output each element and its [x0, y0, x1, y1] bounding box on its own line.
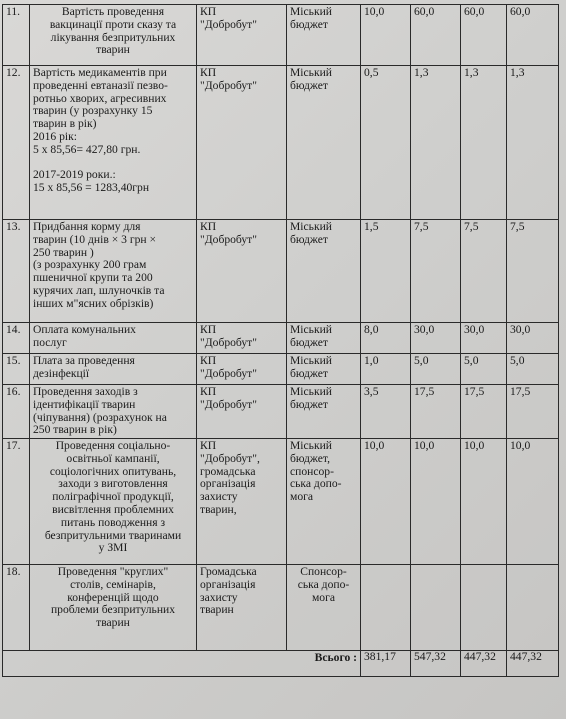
- amount-2018: 10,0: [461, 439, 507, 565]
- executor: КП "Добробут": [197, 66, 287, 220]
- total-2017: 547,32: [411, 651, 461, 677]
- measure-name: Проведення "круглих" столів, семінарів, конференцій щодо проблеми безпритульних тварин: [30, 565, 197, 651]
- amount-2016: 8,0: [361, 323, 411, 354]
- executor: КП "Добробут": [197, 220, 287, 323]
- row-number: 14.: [3, 323, 30, 354]
- row-number: 17.: [3, 439, 30, 565]
- amount-2016: 10,0: [361, 5, 411, 66]
- row-number: 16.: [3, 385, 30, 439]
- funding-source: Міський бюджет: [287, 5, 361, 66]
- amount-2017: 5,0: [411, 354, 461, 385]
- amount-2018: 1,3: [461, 66, 507, 220]
- total-2016: 381,17: [361, 651, 411, 677]
- amount-2016: 1,5: [361, 220, 411, 323]
- measure-name: Вартість медикаментів при проведенні евтаназії пезво- ротньо хворих, агресивних тварин (у розрахунку 15 тварин в рік) 2016 рік: 5 х 85,56= 427,80 грн. 2017-2019 роки.: 15 х 85,56 = 1283,40грн: [30, 66, 197, 220]
- executor: КП "Добробут": [197, 354, 287, 385]
- funding-source: Міський бюджет: [287, 220, 361, 323]
- amount-2019: [507, 565, 559, 651]
- funding-source: Міський бюджет: [287, 354, 361, 385]
- amount-2016: [361, 565, 411, 651]
- measure-name: Проведення заходів з ідентифікації тварин (чіпування) (розрахунок на 250 тварин в рік): [30, 385, 197, 439]
- measure-name: Придбання корму для тварин (10 днів × 3 грн × 250 тварин ) (з розрахунку 200 грам пшеничної крупи та 200 курячих лап, шлуночків та інших м"ясних обрізків): [30, 220, 197, 323]
- amount-2019: 7,5: [507, 220, 559, 323]
- amount-2017: 60,0: [411, 5, 461, 66]
- amount-2018: 7,5: [461, 220, 507, 323]
- executor: КП "Добробут": [197, 323, 287, 354]
- measure-name: Оплата комунальних послуг: [30, 323, 197, 354]
- funding-source: Міський бюджет: [287, 323, 361, 354]
- total-2018: 447,32: [461, 651, 507, 677]
- funding-source: Міський бюджет: [287, 66, 361, 220]
- table-row: [3, 220, 559, 323]
- amount-2017: 17,5: [411, 385, 461, 439]
- amount-2018: 17,5: [461, 385, 507, 439]
- amount-2019: 30,0: [507, 323, 559, 354]
- measure-name: Проведення соціально- освітньої кампанії, соціологічних опитувань, заходи з виготовлення поліграфічної продукції, висвітлення проблемних питань поводження з безпритульними тваринами у ЗМІ: [30, 439, 197, 565]
- amount-2019: 5,0: [507, 354, 559, 385]
- funding-source: Спонсор- ська допо- мога: [287, 565, 361, 651]
- total-label: Всього :: [3, 651, 361, 677]
- funding-source: Міський бюджет: [287, 385, 361, 439]
- amount-2018: 60,0: [461, 5, 507, 66]
- amount-2018: [461, 565, 507, 651]
- amount-2016: 10,0: [361, 439, 411, 565]
- amount-2019: 60,0: [507, 5, 559, 66]
- funding-source: Міський бюджет, спонсор- ська допо- мога: [287, 439, 361, 565]
- amount-2017: 10,0: [411, 439, 461, 565]
- row-number: 12.: [3, 66, 30, 220]
- row-number: 11.: [3, 5, 30, 66]
- table-row: [3, 354, 559, 385]
- measure-name: Плата за проведення дезінфекції: [30, 354, 197, 385]
- amount-2017: [411, 565, 461, 651]
- amount-2016: 3,5: [361, 385, 411, 439]
- row-number: 18.: [3, 565, 30, 651]
- table-row: [3, 385, 559, 439]
- measure-name: Вартість проведення вакцинації проти сказу та лікування безпритульних тварин: [30, 5, 197, 66]
- total-2019: 447,32: [507, 651, 559, 677]
- executor: Громадська організація захисту тварин: [197, 565, 287, 651]
- amount-2018: 5,0: [461, 354, 507, 385]
- executor: КП "Добробут": [197, 385, 287, 439]
- table-row: [3, 565, 559, 651]
- row-number: 13.: [3, 220, 30, 323]
- amount-2017: 7,5: [411, 220, 461, 323]
- executor: КП "Добробут", громадська організація захисту тварин,: [197, 439, 287, 565]
- program-cost-table: [2, 4, 559, 677]
- amount-2016: 1,0: [361, 354, 411, 385]
- amount-2019: 10,0: [507, 439, 559, 565]
- table-row: [3, 323, 559, 354]
- amount-2019: 17,5: [507, 385, 559, 439]
- table-row: [3, 439, 559, 565]
- executor: КП "Добробут": [197, 5, 287, 66]
- amount-2018: 30,0: [461, 323, 507, 354]
- amount-2017: 30,0: [411, 323, 461, 354]
- amount-2019: 1,3: [507, 66, 559, 220]
- total-row: [3, 651, 559, 677]
- row-number: 15.: [3, 354, 30, 385]
- amount-2017: 1,3: [411, 66, 461, 220]
- table-row: [3, 5, 559, 66]
- table-row: [3, 66, 559, 220]
- amount-2016: 0,5: [361, 66, 411, 220]
